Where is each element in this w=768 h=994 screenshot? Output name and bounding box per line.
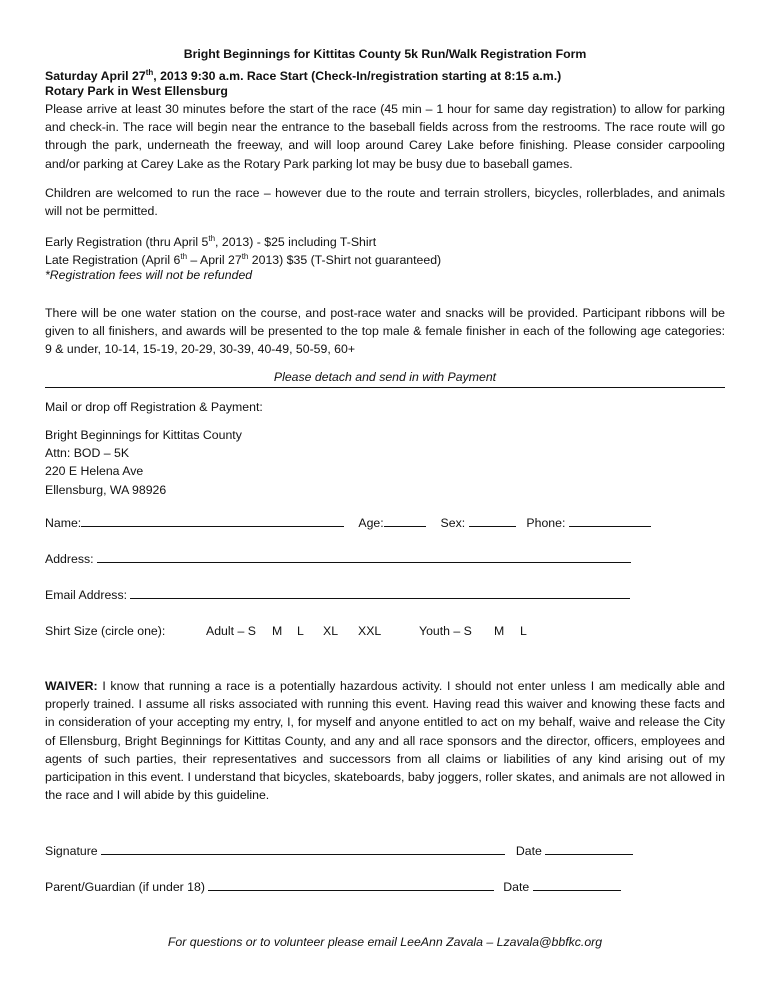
detach-instruction: Please detach and send in with Payment — [273, 370, 497, 384]
event-date-part-b: , 2013 9:30 a.m. Race Start (Check-In/registration starting at 8:15 a.m.) — [153, 69, 562, 84]
age-field[interactable] — [384, 513, 426, 527]
form-title: Bright Beginnings for Kittitas County 5k Run/Walk Registration Form — [183, 47, 587, 61]
refund-note: *Registration fees will not be refunded — [45, 268, 253, 282]
sex-field[interactable] — [469, 513, 516, 527]
phone-field[interactable] — [569, 513, 651, 527]
guardian-label: Parent/Guardian (if under 18) — [45, 880, 205, 894]
waiver-paragraph — [45, 677, 725, 804]
early-reg-ordinal: th — [208, 234, 216, 243]
event-date-part-a: Saturday April 27 — [45, 69, 146, 84]
shirt-adult-m[interactable]: M — [272, 624, 283, 638]
mail-address — [45, 426, 725, 499]
late-reg-part-b: – April 27 — [187, 253, 242, 268]
event-date-ordinal: th — [145, 68, 154, 77]
shirt-youth-s[interactable]: Youth – S — [419, 624, 472, 638]
mail-line-street: 220 E Helena Ave — [45, 464, 144, 479]
late-reg-ordinal-1: th — [180, 252, 188, 261]
sex-label: Sex: — [440, 516, 466, 530]
date-label: Date — [515, 844, 542, 858]
guardian-date-label: Date — [503, 880, 530, 894]
shirt-size-label: Shirt Size (circle one): — [45, 624, 166, 638]
guardian-row — [45, 877, 621, 895]
email-label: Email Address: — [45, 588, 128, 602]
late-reg-ordinal-2: th — [241, 252, 249, 261]
address-field[interactable] — [97, 549, 631, 563]
event-location: Rotary Park in West Ellensburg — [45, 84, 228, 98]
late-reg-part-c: 2013) $35 (T-Shirt not guaranteed) — [248, 253, 442, 268]
mail-line-attn: Attn: BOD – 5K — [45, 446, 130, 461]
signature-field[interactable] — [101, 841, 505, 855]
guardian-signature-field[interactable] — [208, 877, 494, 891]
contact-footer: For questions or to volunteer please email LeeAnn Zavala – Lzavala@bbfkc.org — [167, 935, 603, 949]
shirt-adult-s[interactable]: Adult – S — [206, 624, 256, 638]
name-label: Name: — [45, 516, 82, 530]
shirt-adult-xxl[interactable]: XXL — [358, 624, 382, 638]
email-row — [45, 585, 630, 603]
shirt-youth-l[interactable]: L — [520, 624, 527, 638]
address-label: Address: — [45, 552, 94, 566]
mail-heading: Mail or drop off Registration & Payment: — [45, 400, 263, 414]
waiver-text: I know that running a race is a potentially hazardous activity. I should not enter unless I am medically able and properly trained. I assume all risks associated with running this event. Having read this waiver and knowing these facts and in consideration of your accepting my entry, I, for myself and anyone entitled to act on my behalf, waive and release the City of Ellensburg, Bright Beginnings for Kittitas County, and any and all race sponsors and the director, officers, employees and agents of such parties, their representatives and successors from all claims or liabilities of any kind arising out of my participation in this event. I understand that bicycles, skateboards, baby joggers, roller skates, and animals are not allowed in the race and I will abide by this guideline. — [45, 679, 726, 803]
shirt-youth-m[interactable]: M — [494, 624, 505, 638]
waiver-label: WAIVER: — [45, 679, 98, 693]
email-field[interactable] — [130, 585, 630, 599]
address-row — [45, 549, 631, 567]
signature-row — [45, 841, 633, 859]
name-row — [45, 513, 651, 531]
children-paragraph: Children are welcomed to run the race – however due to the route and terrain strollers, bicycles, rollerblades, and animals will not be permitted. — [45, 186, 725, 219]
name-field[interactable] — [81, 513, 344, 527]
mail-line-city: Ellensburg, WA 98926 — [45, 482, 167, 497]
arrival-paragraph: Please arrive at least 30 minutes before the start of the race (45 min – 1 hour for same day registration) to allow for parking and check-in. The race will begin near the entrance to the baseball fields across from the restrooms. The race route will go through the park, underneath the freeway, and will loop around Carey Lake before finishing. Please consider carpooling and/or parking at Carey Lake as the Rotary Park parking lot may be busy due to baseball games. — [45, 102, 725, 171]
early-reg-part-a: Early Registration (thru April 5 — [45, 235, 209, 250]
age-label: Age: — [358, 516, 384, 530]
water-station-paragraph: There will be one water station on the course, and post-race water and snacks will be provided. Participant ribbons will be given to all finishers, and awards will be presented to the top male & female finisher in each of the following age categories: 9 & under, 10-14, 15-19, 20-29, 30-39, 40-49, 50-59, 60+ — [45, 306, 725, 357]
detach-line — [45, 387, 725, 388]
date-field[interactable] — [545, 841, 633, 855]
signature-label: Signature — [45, 844, 98, 858]
shirt-adult-xl[interactable]: XL — [323, 624, 339, 638]
guardian-date-field[interactable] — [533, 877, 621, 891]
shirt-adult-l[interactable]: L — [297, 624, 304, 638]
mail-line-org: Bright Beginnings for Kittitas County — [45, 428, 242, 442]
phone-label: Phone: — [526, 516, 566, 530]
early-reg-part-b: , 2013) - $25 including T-Shirt — [215, 235, 377, 250]
late-reg-part-a: Late Registration (April 6 — [45, 253, 181, 268]
